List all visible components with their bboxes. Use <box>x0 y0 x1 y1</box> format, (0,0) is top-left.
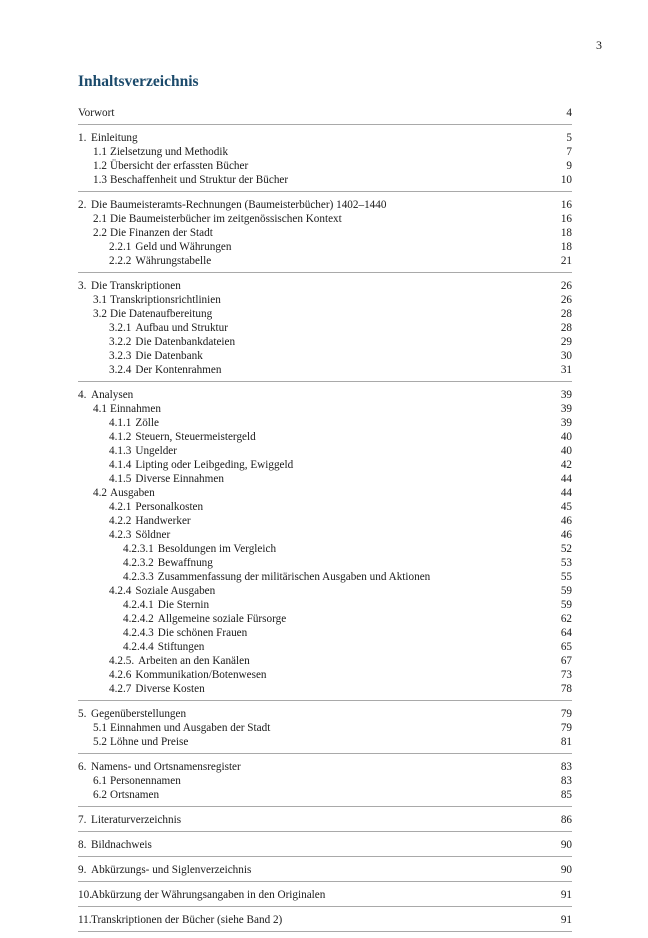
toc-entry-number: 1.1 <box>93 146 107 158</box>
toc-entry-page: 81 <box>560 736 572 748</box>
toc-entry-number: 4.1.1 <box>109 417 132 429</box>
toc-entry-number: 6.2 <box>93 789 107 801</box>
toc-entry-label <box>93 307 554 321</box>
toc-entry-text: Die schönen Frauen <box>157 627 248 639</box>
toc-section <box>78 198 572 273</box>
toc-entry-label <box>109 458 554 472</box>
toc-entry-number: 4.2.7 <box>109 683 132 695</box>
toc-entry-text: Die Baumeisteramts-Rechnungen (Baumeisterbücher) 1402–1440 <box>91 199 387 211</box>
toc-entry-page: 79 <box>560 722 572 734</box>
toc-entry-label <box>93 721 554 735</box>
toc-entry[interactable] <box>78 668 572 682</box>
toc-entry-text: Aufbau und Struktur <box>135 322 228 334</box>
toc-entry-label <box>78 838 554 852</box>
toc-entry-text: Geld und Währungen <box>135 241 232 253</box>
toc-entry-label <box>93 173 554 187</box>
toc-entry-label <box>93 226 554 240</box>
toc-entry[interactable] <box>78 813 572 827</box>
toc-entry-label <box>123 640 554 654</box>
toc-entry-text: Transkriptionen der Bücher (siehe Band 2) <box>91 914 283 926</box>
toc-entry-page: 46 <box>560 529 572 541</box>
toc-entry-text: Transkriptionsrichtlinien <box>109 294 221 306</box>
toc-entry-number: 5. <box>78 708 87 720</box>
toc-entry[interactable] <box>78 198 572 212</box>
toc-entry-page: 83 <box>560 775 572 787</box>
toc-entry-page: 4 <box>566 107 572 119</box>
toc-entry[interactable] <box>78 888 572 902</box>
toc-entry-label <box>109 349 554 363</box>
toc-entry[interactable] <box>78 838 572 852</box>
toc-entry-page: 44 <box>560 473 572 485</box>
toc-entry-text: Gegenüberstellungen <box>91 708 187 720</box>
toc-entry-label <box>78 198 554 212</box>
toc-entry-label <box>109 321 554 335</box>
toc-entry-page: 79 <box>560 708 572 720</box>
page-title: Inhaltsverzeichnis <box>78 73 199 90</box>
toc-section <box>78 888 572 907</box>
toc-entry[interactable] <box>78 363 572 377</box>
toc-entry-label <box>93 293 554 307</box>
toc-entry-number: 4.2.3.2 <box>123 557 154 569</box>
toc-entry-text: Lipting oder Leibgeding, Ewiggeld <box>135 459 294 471</box>
toc-entry-number: 8. <box>78 839 87 851</box>
toc-entry-number: 6. <box>78 761 87 773</box>
toc-section <box>78 388 572 701</box>
toc-entry-page: 21 <box>560 255 572 267</box>
toc-entry-label <box>109 514 554 528</box>
toc-entry-label <box>93 774 554 788</box>
toc-entry[interactable] <box>78 321 572 335</box>
toc-entry-page: 39 <box>560 389 572 401</box>
toc-entry-label <box>109 654 554 668</box>
toc-entry-text: Abkürzungs- und Siglenverzeichnis <box>91 864 252 876</box>
toc-entry-page: 46 <box>560 515 572 527</box>
toc-entry-number: 11. <box>78 914 92 926</box>
toc-entry-text: Ausgaben <box>109 487 155 499</box>
page-number: 3 <box>596 38 602 52</box>
toc-entry-page: 64 <box>560 627 572 639</box>
toc-entry-text: Beschaffenheit und Struktur der Bücher <box>109 174 289 186</box>
toc-entry-number: 5.1 <box>93 722 107 734</box>
toc-entry-text: Besoldungen im Vergleich <box>157 543 277 555</box>
toc-entry-number: 3.2.1 <box>109 322 132 334</box>
toc-entry-text: Arbeiten an den Kanälen <box>138 655 250 667</box>
toc-entry-number: 2.2.2 <box>109 255 132 267</box>
toc-entry[interactable] <box>78 173 572 187</box>
toc-entry[interactable] <box>78 240 572 254</box>
toc-entry-text: Namens- und Ortsnamensregister <box>91 761 241 773</box>
toc-entry[interactable] <box>78 913 572 927</box>
toc-entry-number: 3.2.2 <box>109 336 132 348</box>
toc-entry-number: 9. <box>78 864 87 876</box>
toc-entry-label <box>78 863 554 877</box>
toc-entry-label <box>78 106 554 120</box>
toc-entry[interactable] <box>78 612 572 626</box>
toc-entry[interactable] <box>78 307 572 321</box>
toc-entry-text: Allgemeine soziale Fürsorge <box>157 613 287 625</box>
toc-entry-text: Abkürzung der Währungsangaben in den Originalen <box>91 889 326 901</box>
toc-entry-number: 4.1.2 <box>109 431 132 443</box>
toc-entry-page: 90 <box>560 839 572 851</box>
toc-entry-label <box>109 472 554 486</box>
toc-entry[interactable] <box>78 430 572 444</box>
toc-entry[interactable] <box>78 416 572 430</box>
toc-section <box>78 707 572 754</box>
toc-entry-text: Handwerker <box>135 515 191 527</box>
toc-entry[interactable] <box>78 682 572 696</box>
toc-entry-text: Die Sternin <box>157 599 210 611</box>
toc-entry-label <box>109 240 554 254</box>
toc-entry-page: 39 <box>560 417 572 429</box>
toc-entry-number: 4.2.4.4 <box>123 641 154 653</box>
toc-entry[interactable] <box>78 212 572 226</box>
toc-entry-page: 62 <box>560 613 572 625</box>
toc-entry-number: 3.1 <box>93 294 107 306</box>
toc-entry-page: 42 <box>560 459 572 471</box>
table-of-contents <box>78 106 572 938</box>
toc-entry-page: 39 <box>560 403 572 415</box>
toc-entry[interactable] <box>78 598 572 612</box>
toc-entry-label <box>93 788 554 802</box>
toc-entry-number: 4.2.3.3 <box>123 571 154 583</box>
toc-entry-number: 4.2.5. <box>109 655 135 667</box>
toc-entry[interactable] <box>78 556 572 570</box>
toc-entry-number: 4.1.4 <box>109 459 132 471</box>
toc-entry-label <box>123 598 554 612</box>
toc-entry-page: 28 <box>560 322 572 334</box>
toc-entry-label <box>109 416 554 430</box>
toc-section <box>78 106 572 125</box>
toc-entry-text: Der Kontenrahmen <box>135 364 222 376</box>
toc-entry-page: 31 <box>560 364 572 376</box>
toc-entry-text: Währungstabelle <box>135 255 212 267</box>
toc-entry-page: 7 <box>566 146 572 158</box>
toc-entry[interactable] <box>78 528 572 542</box>
toc-entry-page: 53 <box>560 557 572 569</box>
toc-entry-label <box>109 335 554 349</box>
toc-entry[interactable] <box>78 349 572 363</box>
toc-entry-text: Einnahmen und Ausgaben der Stadt <box>109 722 271 734</box>
toc-entry-page: 16 <box>560 199 572 211</box>
toc-entry-text: Zielsetzung und Methodik <box>109 146 229 158</box>
toc-section <box>78 131 572 192</box>
toc-entry[interactable] <box>78 626 572 640</box>
toc-entry-label <box>93 402 554 416</box>
toc-entry-text: Vorwort <box>78 107 115 119</box>
toc-entry-page: 40 <box>560 445 572 457</box>
toc-entry-number: 4.2.6 <box>109 669 132 681</box>
toc-entry-page: 55 <box>560 571 572 583</box>
toc-entry-number: 1. <box>78 132 87 144</box>
toc-entry-text: Zölle <box>135 417 159 429</box>
toc-entry-page: 65 <box>560 641 572 653</box>
toc-entry[interactable] <box>78 472 572 486</box>
toc-entry-text: Ungelder <box>135 445 178 457</box>
toc-entry-page: 59 <box>560 585 572 597</box>
toc-entry-label <box>93 145 554 159</box>
toc-entry-text: Die Datenaufbereitung <box>109 308 213 320</box>
toc-entry-page: 52 <box>560 543 572 555</box>
toc-entry-label <box>93 159 554 173</box>
toc-entry-text: Diverse Kosten <box>135 683 205 695</box>
toc-entry-page: 26 <box>560 280 572 292</box>
toc-entry-number: 4.2.4.2 <box>123 613 154 625</box>
toc-entry-number: 2. <box>78 199 87 211</box>
toc-entry-number: 5.2 <box>93 736 107 748</box>
toc-section <box>78 838 572 857</box>
toc-entry-label <box>109 682 554 696</box>
toc-entry-page: 86 <box>560 814 572 826</box>
toc-entry[interactable] <box>78 106 572 120</box>
toc-entry-page: 5 <box>566 132 572 144</box>
toc-entry-label <box>78 913 554 927</box>
toc-entry-number: 4.2.3.1 <box>123 543 154 555</box>
toc-entry-number: 4.2.4.3 <box>123 627 154 639</box>
toc-entry-number: 4.2.3 <box>109 529 132 541</box>
toc-entry-label <box>78 279 554 293</box>
toc-entry-text: Soziale Ausgaben <box>135 585 216 597</box>
toc-entry-page: 18 <box>560 227 572 239</box>
toc-entry-label <box>109 668 554 682</box>
toc-entry[interactable] <box>78 486 572 500</box>
toc-entry-number: 4.2.2 <box>109 515 132 527</box>
toc-entry-page: 18 <box>560 241 572 253</box>
toc-entry-label <box>78 888 554 902</box>
toc-entry-text: Löhne und Preise <box>109 736 189 748</box>
toc-entry-page: 45 <box>560 501 572 513</box>
toc-entry-label <box>109 254 554 268</box>
toc-entry-number: 3.2 <box>93 308 107 320</box>
toc-entry-number: 4.2 <box>93 487 107 499</box>
toc-entry-page: 91 <box>560 914 572 926</box>
toc-entry-page: 40 <box>560 431 572 443</box>
toc-entry[interactable] <box>78 570 572 584</box>
toc-entry-number: 4. <box>78 389 87 401</box>
toc-entry-number: 7. <box>78 814 87 826</box>
toc-entry[interactable] <box>78 788 572 802</box>
toc-entry[interactable] <box>78 131 572 145</box>
toc-entry[interactable] <box>78 402 572 416</box>
toc-entry-page: 83 <box>560 761 572 773</box>
toc-section <box>78 863 572 882</box>
toc-entry[interactable] <box>78 279 572 293</box>
toc-entry-page: 28 <box>560 308 572 320</box>
toc-entry[interactable] <box>78 226 572 240</box>
toc-entry-number: 1.2 <box>93 160 107 172</box>
toc-entry[interactable] <box>78 760 572 774</box>
toc-entry[interactable] <box>78 335 572 349</box>
toc-entry-label <box>78 760 554 774</box>
toc-entry-text: Die Datenbank <box>135 350 203 362</box>
toc-entry-label <box>109 363 554 377</box>
toc-entry-page: 78 <box>560 683 572 695</box>
toc-entry-text: Die Finanzen der Stadt <box>109 227 213 239</box>
toc-entry-page: 26 <box>560 294 572 306</box>
toc-entry-page: 73 <box>560 669 572 681</box>
toc-entry-text: Ortsnamen <box>109 789 160 801</box>
toc-entry-label <box>123 570 554 584</box>
toc-entry-text: Stiftungen <box>157 641 205 653</box>
toc-entry-text: Personennamen <box>109 775 181 787</box>
toc-entry[interactable] <box>78 293 572 307</box>
toc-entry-label <box>109 430 554 444</box>
toc-entry[interactable] <box>78 458 572 472</box>
toc-entry-label <box>109 584 554 598</box>
toc-entry-page: 9 <box>566 160 572 172</box>
toc-entry-label <box>78 388 554 402</box>
toc-entry[interactable] <box>78 542 572 556</box>
toc-entry-text: Die Baumeisterbücher im zeitgenössischen Kontext <box>109 213 342 225</box>
toc-entry-label <box>123 542 554 556</box>
toc-entry-text: Literaturverzeichnis <box>91 814 182 826</box>
toc-entry-number: 6.1 <box>93 775 107 787</box>
toc-entry[interactable] <box>78 254 572 268</box>
toc-entry-text: Söldner <box>135 529 171 541</box>
toc-section <box>78 279 572 382</box>
toc-entry-text: Zusammenfassung der militärischen Ausgaben und Aktionen <box>157 571 431 583</box>
toc-entry-label <box>123 626 554 640</box>
toc-entry-page: 59 <box>560 599 572 611</box>
toc-entry-number: 2.1 <box>93 213 107 225</box>
toc-entry-page: 30 <box>560 350 572 362</box>
toc-entry-number: 4.2.4.1 <box>123 599 154 611</box>
toc-entry-number: 4.2.4 <box>109 585 132 597</box>
toc-entry[interactable] <box>78 444 572 458</box>
toc-entry-page: 29 <box>560 336 572 348</box>
toc-entry-number: 2.2.1 <box>109 241 132 253</box>
toc-entry-label <box>78 707 554 721</box>
toc-entry[interactable] <box>78 721 572 735</box>
toc-entry-text: Bewaffnung <box>157 557 213 569</box>
toc-entry-label <box>123 612 554 626</box>
toc-entry-number: 2.2 <box>93 227 107 239</box>
toc-section <box>78 760 572 807</box>
toc-entry-label <box>78 131 554 145</box>
toc-entry-number: 3.2.4 <box>109 364 132 376</box>
toc-entry[interactable] <box>78 159 572 173</box>
toc-entry-number: 3.2.3 <box>109 350 132 362</box>
toc-entry-text: Steuern, Steuermeistergeld <box>135 431 256 443</box>
toc-entry[interactable] <box>78 584 572 598</box>
toc-entry-label <box>123 556 554 570</box>
toc-entry-text: Übersicht der erfassten Bücher <box>109 160 249 172</box>
toc-entry-label <box>78 813 554 827</box>
toc-entry-number: 3. <box>78 280 87 292</box>
toc-entry-page: 44 <box>560 487 572 499</box>
toc-entry[interactable] <box>78 514 572 528</box>
toc-entry-number: 4.1 <box>93 403 107 415</box>
toc-entry-label <box>93 212 554 226</box>
toc-entry-number: 4.1.3 <box>109 445 132 457</box>
toc-entry-text: Bildnachweis <box>91 839 152 851</box>
toc-section <box>78 813 572 832</box>
toc-entry-label <box>93 486 554 500</box>
toc-entry-text: Personalkosten <box>135 501 204 513</box>
toc-entry[interactable] <box>78 654 572 668</box>
toc-entry[interactable] <box>78 640 572 654</box>
toc-entry-label <box>93 735 554 749</box>
toc-entry-text: Die Datenbankdateien <box>135 336 236 348</box>
toc-entry-page: 16 <box>560 213 572 225</box>
toc-entry-page: 67 <box>560 655 572 667</box>
toc-entry[interactable] <box>78 707 572 721</box>
toc-entry[interactable] <box>78 774 572 788</box>
toc-entry[interactable] <box>78 500 572 514</box>
toc-entry-text: Die Transkriptionen <box>91 280 181 292</box>
toc-entry-number: 10. <box>78 889 92 901</box>
toc-entry[interactable] <box>78 735 572 749</box>
toc-entry-label <box>109 444 554 458</box>
toc-entry-text: Einleitung <box>91 132 138 144</box>
toc-entry-label <box>109 528 554 542</box>
toc-entry[interactable] <box>78 145 572 159</box>
toc-entry[interactable] <box>78 388 572 402</box>
toc-entry-text: Kommunikation/Botenwesen <box>135 669 267 681</box>
toc-entry-label <box>109 500 554 514</box>
toc-entry-text: Analysen <box>91 389 134 401</box>
toc-entry-number: 1.3 <box>93 174 107 186</box>
toc-entry-page: 85 <box>560 789 572 801</box>
toc-entry[interactable] <box>78 863 572 877</box>
toc-section <box>78 913 572 932</box>
toc-entry-page: 91 <box>560 889 572 901</box>
toc-entry-page: 10 <box>560 174 572 186</box>
toc-entry-page: 90 <box>560 864 572 876</box>
toc-entry-text: Diverse Einnahmen <box>135 473 224 485</box>
toc-entry-number: 4.1.5 <box>109 473 132 485</box>
toc-entry-number: 4.2.1 <box>109 501 132 513</box>
toc-entry-text: Einnahmen <box>109 403 161 415</box>
